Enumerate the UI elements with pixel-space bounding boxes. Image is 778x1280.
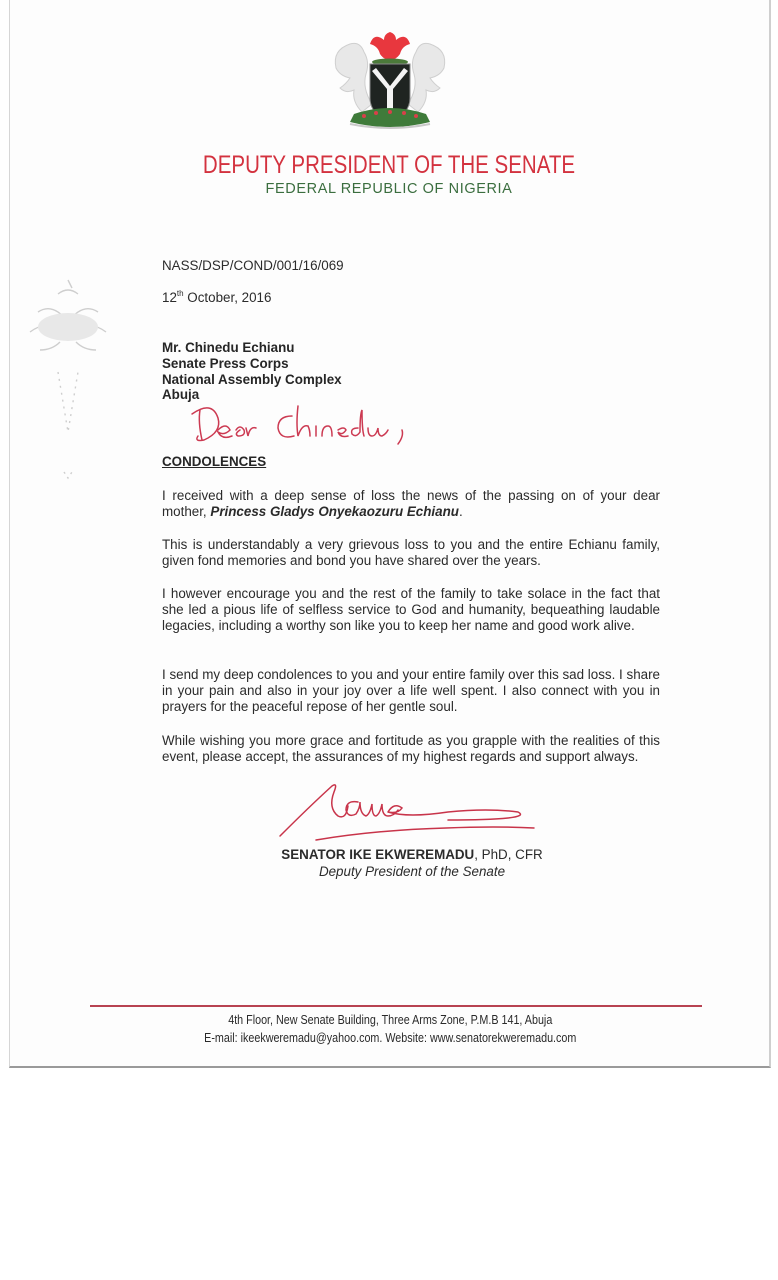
footer-address: 4th Floor, New Senate Building, Three Arms Zone, P.M.B 141, Abuja <box>228 1013 553 1027</box>
signatory-title: Deputy President of the Senate <box>318 864 506 879</box>
letterhead-subtitle: FEDERAL REPUBLIC OF NIGERIA <box>265 181 513 197</box>
coat-of-arms-icon <box>328 28 452 132</box>
signatory-credentials: , PhD, CFR <box>474 847 543 862</box>
recipient-address <box>162 340 342 403</box>
recipient-organization: Senate Press Corps <box>162 355 289 371</box>
date-day: 12 <box>162 290 177 305</box>
footer-divider <box>90 1005 702 1007</box>
paragraph-5: While wishing you more grace and fortitude as you grapple with the realities of this event, please accept, the assurances of my highest regards and support always. <box>162 733 660 764</box>
recipient-complex: National Assembly Complex <box>162 371 342 387</box>
paragraph-1 <box>162 488 660 520</box>
signature-icon <box>276 778 546 844</box>
reference-number: NASS/DSP/COND/001/16/069 <box>162 258 344 273</box>
paragraph-1-text: I received with a deep sense of loss the news of the passing on of your dear mother, <box>162 488 660 519</box>
paragraph-1-end: . <box>458 504 463 519</box>
letterhead-title: DEPUTY PRESIDENT OF THE SENATE <box>202 151 576 179</box>
deceased-name: Princess Gladys Onyekaozuru Echianu <box>210 504 459 519</box>
footer-contact: E-mail: ikeekweremadu@yahoo.com. Website: www.senatorekweremadu.com <box>204 1031 577 1045</box>
recipient-name: Mr. Chinedu Echianu <box>162 340 295 355</box>
handwritten-salutation-icon <box>188 400 418 448</box>
recipient-city: Abuja <box>162 387 200 403</box>
letter-date <box>162 290 271 306</box>
letter-subject: CONDOLENCES <box>162 454 267 469</box>
signatory-name-line <box>0 847 778 862</box>
paragraph-3: I however encourage you and the rest of the family to take solace in the fact that she led a pious life of selfless service to God and humanity, bequeathing laudable legacies, including a worthy son like you to keep her name and good work alive. <box>162 586 660 633</box>
signatory-name: SENATOR IKE EKWEREMADU <box>281 847 475 862</box>
paragraph-2: This is understandably a very grievous loss to you and the entire Echianu family, given fond memories and bond you have shared over the years. <box>162 537 660 568</box>
embossed-seal-icon <box>18 272 118 502</box>
paragraph-4: I send my deep condolences to you and your entire family over this sad loss. I share in your pain and also in your joy over a life well spent. I also connect with you in prayers for the peaceful repose of her gentle soul. <box>162 667 660 714</box>
date-suffix: th <box>176 289 184 298</box>
date-month-year: October, 2016 <box>183 290 272 305</box>
